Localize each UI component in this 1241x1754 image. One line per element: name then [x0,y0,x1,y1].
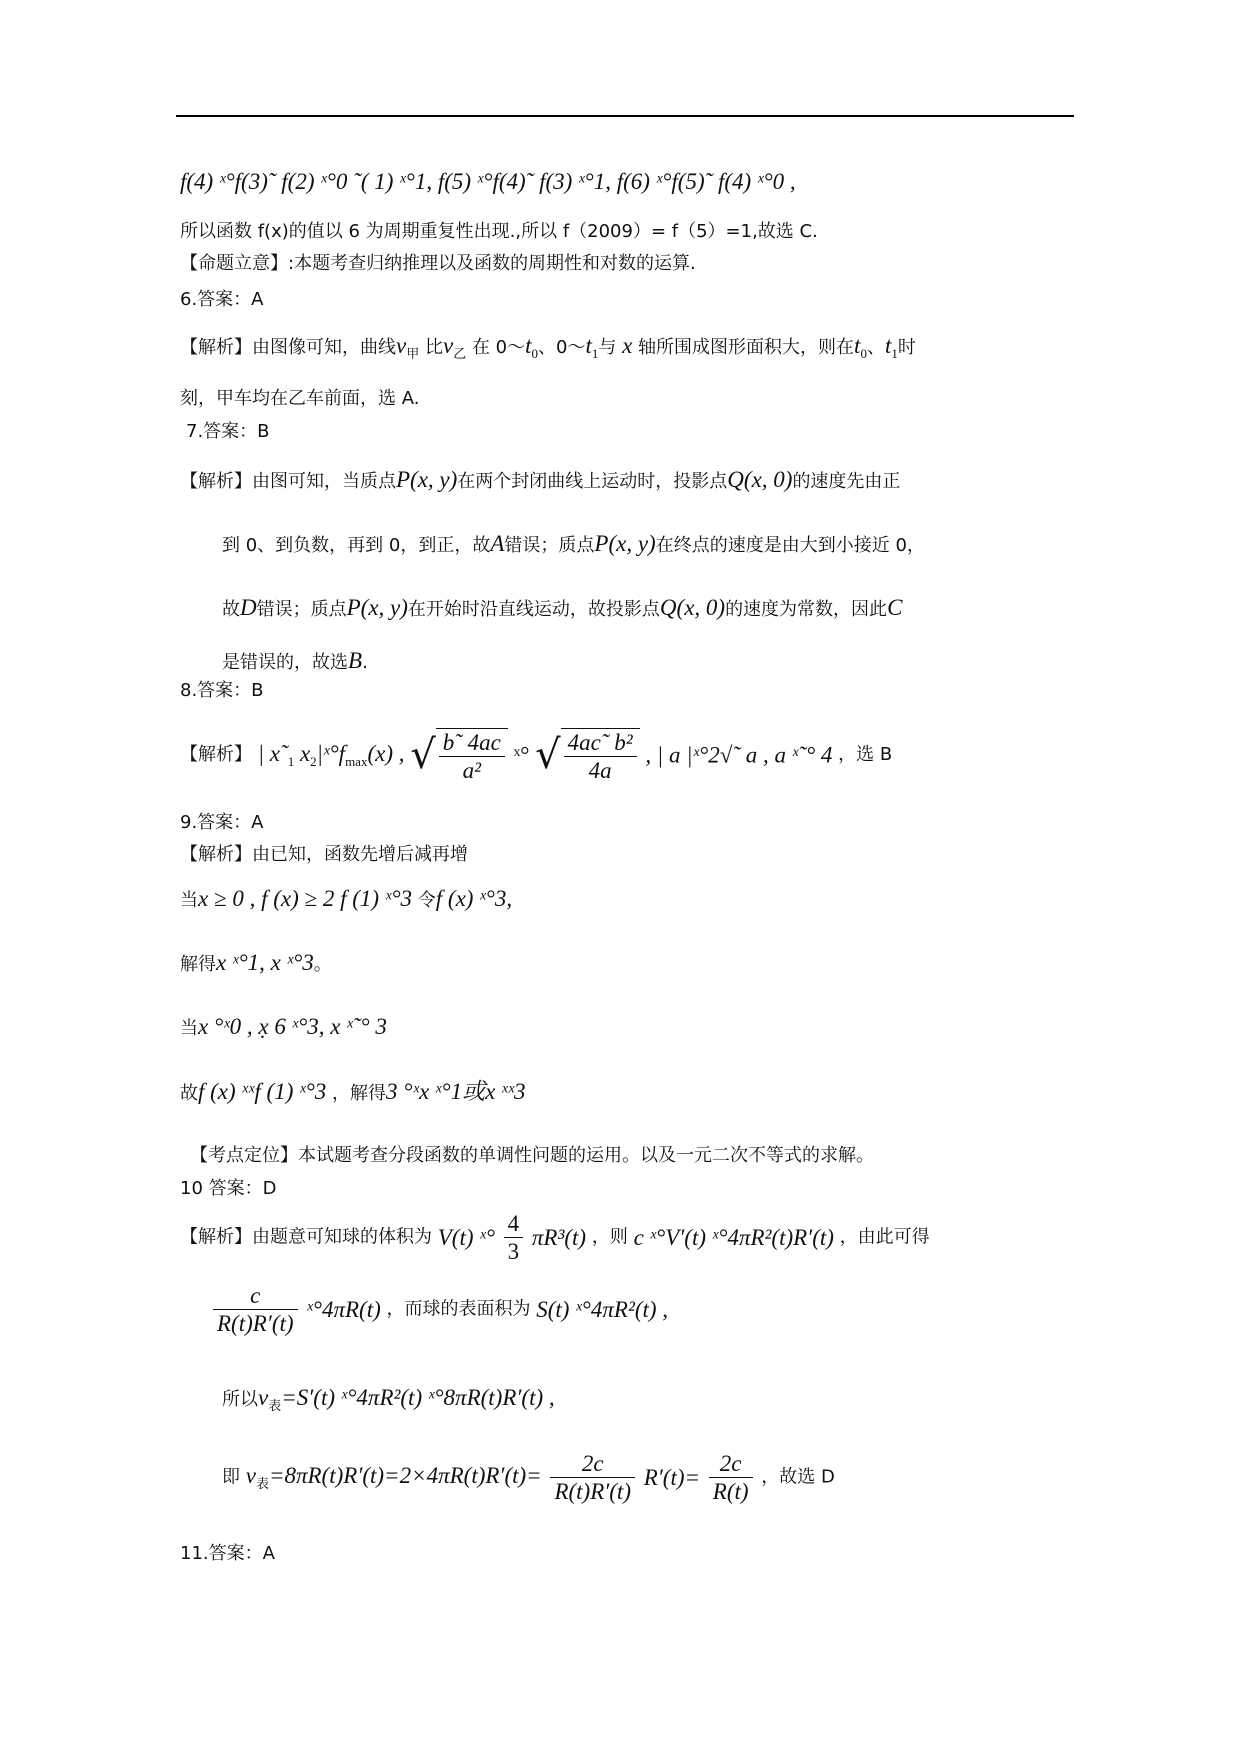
explanation-7-line-3: 故D错误；质点P(x, y)在开始时沿直线运动，故投影点Q(x, 0)的速度为常数，因此C [222,595,903,620]
answer-11: 11.答案：A [180,1543,275,1564]
fraction-2c-1: $\frac{2c}{R(t)R'(t)}$ [550,1452,635,1503]
fraction-4-3: $\frac{4}{3}$ [504,1212,524,1263]
explanation-6-line-2: 刻，甲车均在乙车前面，选 A. [180,388,420,409]
answer-8: 8.答案：B [180,680,264,701]
answer-9: 9.答案：A [180,812,264,833]
fraction-c: $\frac{c}{R(t)R'(t)}$ [213,1284,298,1335]
explanation-9: 【解析】由已知，函数先增后减再增 [180,844,468,865]
header-rule [176,115,1074,117]
explanation-9-line-1: 当x ≥ 0 , f (x) ≥ 2 f (1) ˣ°3 令f (x) ˣ°3, [180,886,513,911]
answer-7: 7.答案：B [186,421,270,442]
explanation-9-line-4: 故f (x) ˣˣf (1) ˣ°3 ，解得3 °ˣx ˣ°1或x ˣˣ3 [180,1079,526,1104]
fraction-2c-2: $\frac{2c}{R(t)}$ [709,1452,753,1503]
explanation-8: 【解析】 | $x˜_1$ $x_2|ˣ^\circ f_{max}(x)$ , √ $\frac{b˜ 4ac}{\text{a²}}$ ˣ° √ $\frac{\text{4ac˜ b²}}{4a}$ , | a |ˣ°2√˜ a , a ˣ˜° 4 ，选 B [180,730,893,783]
explanation-10-line-3: 所以$v_表=S'(t)$ ˣ°4πR²(t) ˣ°8πR(t)R′(t) , [222,1385,555,1414]
key-point-9: 【考点定位】本试题考查分段函数的单调性问题的运用。以及一元二次不等式的求解。 [190,1145,874,1166]
radical-1: √ $\frac{b˜ 4ac}{\text{a²}}$ [410,728,508,782]
explanation-9-line-3: 当x °ˣ0 , x̣ 6 ˣ°3, x ˣ˜° 3 [180,1014,387,1039]
explanation-9-line-2: 解得x ˣ°1, x ˣ°3。 [180,950,332,975]
answer-6: 6.答案：A [180,289,264,310]
answer-10: 10 答案：D [180,1178,277,1199]
explanation-7-line-4: 是错误的，故选B. [222,648,368,673]
explanation-7-line-2: 到 0、到负数，再到 0，到正，故A错误；质点P(x, y)在终点的速度是由大到小接近 0， [222,531,925,556]
explanation-10-line-2: $\frac{c}{R(t)R'(t)}$ ˣ°4πR(t) ，而球的表面积为 S(t) ˣ°4πR²(t) , [210,1284,668,1335]
proposition-intent: 【命题立意】:本题考查归纳推理以及函数的周期性和对数的运算. [180,253,696,274]
explanation-7-line-1: 【解析】由图可知，当质点P(x, y)在两个封闭曲线上运动时，投影点Q(x, 0)的速度先由正 [180,467,901,492]
radical-2: √ $\frac{\text{4ac˜ b²}}{4a}$ [535,728,640,782]
explanation-6-line-1: 【解析】由图像可知，曲线$v_甲$ 比$v_乙$ 在 $0\sim t_0$、$0\sim t_1$与 x 轴所围成图形面积大，则在$t_0$、$t_1$时 [180,333,916,362]
formula-line-1: f(4) ˣ°f(3)˜ f(2) ˣ°0 ˜( 1) ˣ°1, f(5) ˣ°f(4)˜ f(3) ˣ°1, f(6) ˣ°f(5)˜ f(4) ˣ°0 , [180,169,796,194]
text-line-2: 所以函数 f(x)的值以 6 为周期重复性出现.,所以 f（2009）= f（5）=1,故选 C. [180,221,818,242]
explanation-10-line-1: 【解析】由题意可知球的体积为 V(t) ˣ° $\frac{4}{3}$ πR³(t) ，则 c ˣ°V′(t) ˣ°4πR²(t)R′(t) ，由此可得 [180,1211,930,1264]
explanation-10-line-4: 即 $v_表=8\pi R(t)R'(t)=2\times 4\pi R(t)R'(t)=$ $\frac{2c}{R(t)R'(t)}$ R′(t)= $\frac{2c}{R(t)}$ ，故选 D [222,1451,835,1504]
